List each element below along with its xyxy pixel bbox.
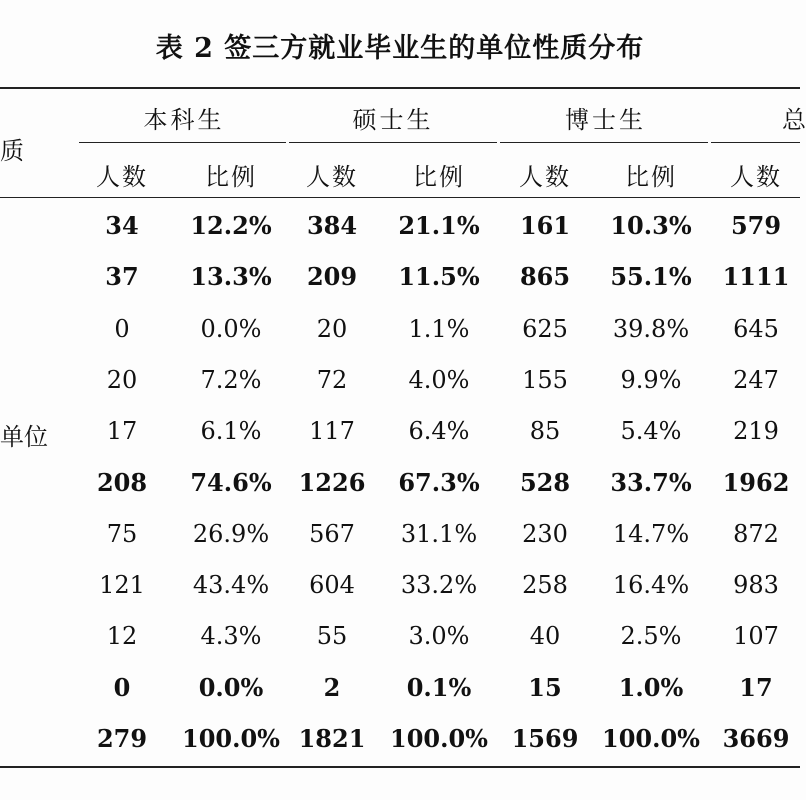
top-rule	[0, 87, 800, 89]
table-row	[0, 463, 800, 503]
table-cell: 219	[733, 417, 779, 446]
table-cell: 39.8%	[612, 314, 690, 343]
table-cell: 155	[522, 365, 568, 394]
table-row	[0, 411, 800, 451]
table-cell: 15	[528, 672, 562, 702]
table-row	[0, 668, 800, 708]
table-cell: 872	[733, 519, 779, 548]
subheader-rule	[79, 142, 286, 143]
subheader-count: 人数	[306, 163, 358, 191]
subheader-rule	[711, 142, 800, 143]
table-cell: 5.4%	[620, 417, 682, 446]
table-cell: 4.0%	[408, 365, 470, 394]
table-cell: 1962	[722, 467, 790, 497]
table-cell: 279	[96, 724, 148, 753]
table-cell: 0.1%	[406, 672, 472, 702]
table-cell: 74.6%	[190, 467, 272, 497]
table-cell: 1.0%	[618, 672, 684, 702]
table-cell: 258	[522, 571, 568, 600]
table-title: 表 2 签三方就业毕业生的单位性质分布	[155, 33, 645, 64]
row-label-fragment: 单位	[0, 423, 48, 451]
table-cell: 107	[733, 622, 779, 651]
table-cell: 117	[309, 417, 355, 446]
table-cell: 0	[113, 672, 131, 702]
table-cell: 13.3%	[190, 262, 272, 292]
table-row	[0, 257, 800, 297]
table-cell: 85	[529, 417, 561, 446]
table-cell: 4.3%	[200, 622, 262, 651]
subheader-ratio: 比例	[205, 163, 257, 191]
table-cell: 121	[99, 571, 145, 600]
table-cell: 40	[529, 622, 561, 651]
table-cell: 20	[316, 314, 348, 343]
table-cell: 34	[105, 211, 139, 240]
table-row	[0, 719, 800, 759]
table-cell: 2	[323, 672, 341, 702]
table-cell: 983	[733, 571, 779, 600]
table-row	[0, 616, 800, 656]
table-cell: 1226	[298, 467, 366, 497]
table-cell: 2.5%	[620, 622, 682, 651]
subheader-rule	[500, 142, 708, 143]
subheader-ratio: 比例	[413, 163, 465, 191]
table-cell: 55.1%	[610, 262, 692, 292]
table-cell: 75	[106, 519, 138, 548]
table-cell: 604	[309, 571, 355, 600]
table-cell: 10.3%	[610, 211, 692, 240]
table-cell: 14.7%	[612, 519, 690, 548]
table-cell: 11.5%	[398, 262, 480, 292]
row-label-header: 质	[0, 137, 24, 165]
subheader-count: 人数	[730, 163, 782, 191]
table-row	[0, 565, 800, 605]
group-header-master: 硕士生	[352, 106, 434, 134]
subheader-ratio: 比例	[625, 163, 677, 191]
table-cell: 1821	[298, 724, 366, 753]
table-cell: 12.2%	[190, 211, 272, 240]
table-cell: 6.1%	[200, 417, 262, 446]
table-cell: 55	[316, 622, 348, 651]
table-cell: 37	[105, 262, 139, 292]
table-cell: 100.0%	[390, 724, 488, 753]
table-cell: 865	[519, 262, 571, 292]
table-cell: 645	[733, 314, 779, 343]
table-cell: 6.4%	[408, 417, 470, 446]
table-cell: 16.4%	[612, 571, 690, 600]
bottom-rule	[0, 766, 800, 768]
table-cell: 100.0%	[602, 724, 700, 753]
group-header-undergrad: 本科生	[143, 106, 225, 134]
table-row	[0, 309, 800, 349]
table-cell: 209	[306, 262, 358, 292]
table-cell: 21.1%	[398, 211, 480, 240]
table-cell: 17	[739, 672, 773, 702]
table-cell: 1.1%	[408, 314, 470, 343]
table-cell: 31.1%	[400, 519, 478, 548]
table-cell: 567	[309, 519, 355, 548]
table-cell: 9.9%	[620, 365, 682, 394]
table-cell: 208	[96, 467, 148, 497]
table-cell: 528	[519, 467, 571, 497]
table-cell: 7.2%	[200, 365, 262, 394]
table-row	[0, 514, 800, 554]
subheader-count: 人数	[96, 163, 148, 191]
subheader-count: 人数	[519, 163, 571, 191]
table-cell: 26.9%	[192, 519, 270, 548]
table-row	[0, 206, 800, 246]
table-cell: 67.3%	[398, 467, 480, 497]
header-bottom-rule	[0, 197, 800, 198]
table-cell: 1569	[511, 724, 579, 753]
table-cell: 0.0%	[198, 672, 264, 702]
table-cell: 20	[106, 365, 138, 394]
table-cell: 0	[114, 314, 130, 343]
table-cell: 1111	[722, 262, 790, 292]
group-header-phd: 博士生	[565, 106, 646, 134]
table-cell: 100.0%	[182, 724, 280, 753]
table-cell: 230	[522, 519, 568, 548]
subheader-rule	[289, 142, 497, 143]
table-cell: 12	[106, 622, 138, 651]
table-cell: 579	[730, 211, 782, 240]
table-cell: 3669	[722, 724, 790, 753]
table-row	[0, 360, 800, 400]
group-header-total: 总	[782, 106, 806, 134]
table-cell: 33.7%	[610, 467, 692, 497]
table-cell: 161	[519, 211, 571, 240]
table-cell: 384	[306, 211, 358, 240]
table-cell: 0.0%	[200, 314, 262, 343]
table-cell: 33.2%	[400, 571, 478, 600]
table-cell: 43.4%	[192, 571, 270, 600]
table-cell: 625	[522, 314, 568, 343]
table-cell: 17	[106, 417, 138, 446]
table-cell: 247	[733, 365, 779, 394]
table-cell: 3.0%	[408, 622, 470, 651]
table-cell: 72	[316, 365, 348, 394]
